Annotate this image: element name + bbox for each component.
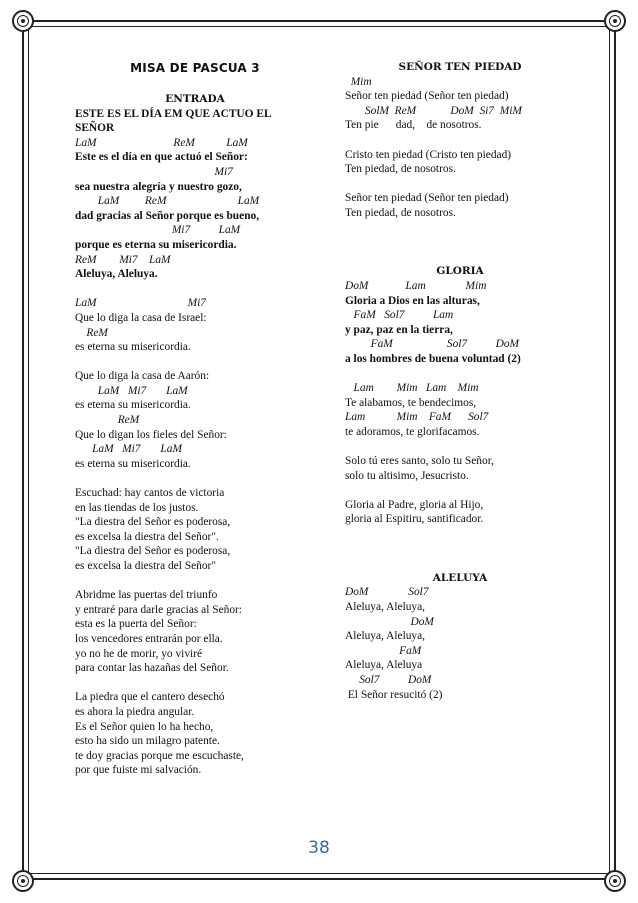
section-heading-entrada: ENTRADA	[165, 93, 225, 105]
lyric-line: es excelsa la diestra del Señor"	[75, 560, 216, 572]
lyric-line: Te alabamos, te bendecimos,	[345, 396, 477, 409]
lyric-line	[345, 483, 575, 498]
lyric-line: Ten pie dad, de nosotros.	[345, 119, 482, 132]
left-column	[75, 60, 315, 778]
lyric-line: Aleluya, Aleluya.	[75, 268, 158, 281]
lyric-line: Gloria al Padre, gloria al Hijo,	[345, 498, 484, 511]
lyric-line: es eterna su misericordia.	[75, 341, 191, 354]
lyric-line: gloria al Espitiru, santificador.	[345, 513, 484, 526]
chord-line: Mi7	[75, 165, 233, 178]
chord-line: Sol7 DoM	[345, 673, 432, 686]
lyric-line: Aleluya, Aleluya,	[345, 630, 426, 643]
lyric-line: Ten piedad, de nosotros.	[345, 206, 456, 219]
lyric-line: porque es eterna su misericordia.	[75, 238, 237, 251]
lyric-line: es eterna su misericordia.	[75, 457, 191, 470]
lyric-line: te adoramos, te glorifacamos.	[345, 425, 480, 438]
lyric-line	[345, 366, 575, 381]
lyric-line: "La diestra del Señor es poderosa,	[75, 545, 231, 558]
chord-line: FaM Sol7 DoM	[345, 338, 520, 351]
chord-line: DoM Lam Mim	[345, 279, 487, 292]
lyric-line: Que lo diga la casa de Israel:	[75, 311, 207, 324]
lyric-line: Cristo ten piedad (Cristo ten piedad)	[345, 148, 512, 161]
chord-line: LaM Mi7	[75, 297, 206, 310]
chord-line: LaM ReM LaM	[75, 195, 260, 208]
chord-line: LaM Mi7 LaM	[75, 384, 188, 397]
lyric-line: Señor ten piedad (Señor ten piedad)	[345, 192, 509, 205]
chord-line: LaM Mi7 LaM	[75, 443, 182, 456]
lyric-line: dad gracias al Señor porque es bueno,	[75, 209, 260, 222]
lyric-line	[75, 355, 315, 370]
chord-line: FaM Sol7 Lam	[345, 309, 454, 322]
lyric-line	[345, 177, 575, 192]
chord-line: DoM Sol7	[345, 586, 429, 599]
chord-line: FaM	[345, 644, 422, 657]
lyric-line: sea nuestra alegría y nuestro gozo,	[75, 180, 242, 193]
lyric-line: Aleluya, Aleluya,	[345, 600, 426, 613]
lyric-line: Es el Señor quien lo ha hecho,	[75, 720, 214, 733]
section-heading-gloria: GLORIA	[436, 265, 484, 278]
chord-line: LaM ReM LaM	[75, 136, 248, 149]
lyric-line: Ten piedad, de nosotros.	[345, 163, 456, 176]
lyric-line: para contar las hazañas del Señor.	[75, 662, 229, 675]
lyric-line: "La diestra del Señor es poderosa,	[75, 516, 231, 529]
lyric-line: SEÑOR	[75, 122, 115, 135]
chord-line: Lam Mim Lam Mim	[345, 382, 479, 395]
lyric-line: es excelsa la diestra del Señor".	[75, 530, 219, 543]
lyric-line: y paz, paz en la tierra,	[345, 323, 453, 336]
lyric-line	[75, 574, 315, 589]
chord-line: DoM	[345, 615, 434, 628]
lyric-line: Que lo diga la casa de Aarón:	[75, 370, 210, 383]
lyric-line: yo no he de morir, yo viviré	[75, 647, 203, 660]
chord-line: Mi7 LaM	[75, 224, 241, 237]
lyric-line	[345, 439, 575, 454]
lyric-line: ESTE ES EL DÍA EM QUE ACTUO EL	[75, 107, 272, 120]
section-heading-senor-ten-piedad: SEÑOR TEN PIEDAD	[398, 61, 522, 73]
lyric-line: Solo tú eres santo, solo tu Señor,	[345, 455, 494, 468]
corner-ornament-top-left	[12, 10, 34, 32]
senor-ten-piedad-lyrics	[345, 75, 575, 221]
chord-line: Mim	[345, 75, 372, 88]
lyric-line: Abridme las puertas del triunfo	[75, 589, 218, 602]
lyric-line	[345, 133, 575, 148]
lyric-line: Este es el día en que actuó el Señor:	[75, 151, 248, 164]
entrada-lyrics	[75, 107, 315, 778]
lyric-line: es ahora la piedra angular.	[75, 705, 195, 718]
lyric-line: es eterna su misericordia.	[75, 399, 191, 412]
lyric-line: Aleluya, Aleluya	[345, 659, 423, 672]
lyric-line: por que fuiste mi salvación.	[75, 764, 202, 777]
lyric-line: esto ha sido un milagro patente.	[75, 735, 220, 748]
lyric-line: Señor ten piedad (Señor ten piedad)	[345, 90, 509, 103]
aleluya-lyrics	[345, 585, 575, 702]
chord-line: SolM ReM DoM Si7 MiM	[345, 104, 522, 117]
lyric-line	[75, 471, 315, 486]
lyric-line: El Señor resucitó (2)	[345, 688, 443, 701]
page-title: MISA DE PASCUA 3	[130, 61, 260, 75]
lyric-line: La piedra que el cantero desechó	[75, 691, 225, 704]
chord-line: ReM Mi7 LaM	[75, 253, 171, 266]
corner-ornament-bottom-right	[604, 870, 626, 892]
chord-line: Lam Mim FaM Sol7	[345, 411, 489, 424]
lyric-line	[75, 282, 315, 297]
lyric-line: Gloria a Dios en las alturas,	[345, 294, 480, 307]
lyric-line: los vencedores entrarán por ella.	[75, 632, 223, 645]
chord-line: ReM	[75, 414, 140, 427]
lyric-line: Que lo digan los fieles del Señor:	[75, 428, 227, 441]
lyric-line: solo tu altisimo, Jesucristo.	[345, 469, 469, 482]
lyric-line: y entraré para darle gracias al Señor:	[75, 603, 242, 616]
lyric-line: a los hombres de buena voluntad (2)	[345, 352, 521, 365]
right-column	[345, 60, 575, 702]
corner-ornament-top-right	[604, 10, 626, 32]
lyric-line: esta es la puerta del Señor:	[75, 618, 197, 631]
lyric-line: te doy gracias porque me escuchaste,	[75, 749, 244, 762]
lyric-line: en las tiendas de los justos.	[75, 501, 199, 514]
corner-ornament-bottom-left	[12, 870, 34, 892]
page-number: 38	[308, 838, 330, 858]
section-heading-aleluya: ALELUYA	[432, 571, 488, 584]
lyric-line	[75, 676, 315, 691]
gloria-lyrics	[345, 279, 575, 527]
lyric-line: Escuchad: hay cantos de victoria	[75, 487, 225, 500]
chord-line: ReM	[75, 326, 108, 339]
